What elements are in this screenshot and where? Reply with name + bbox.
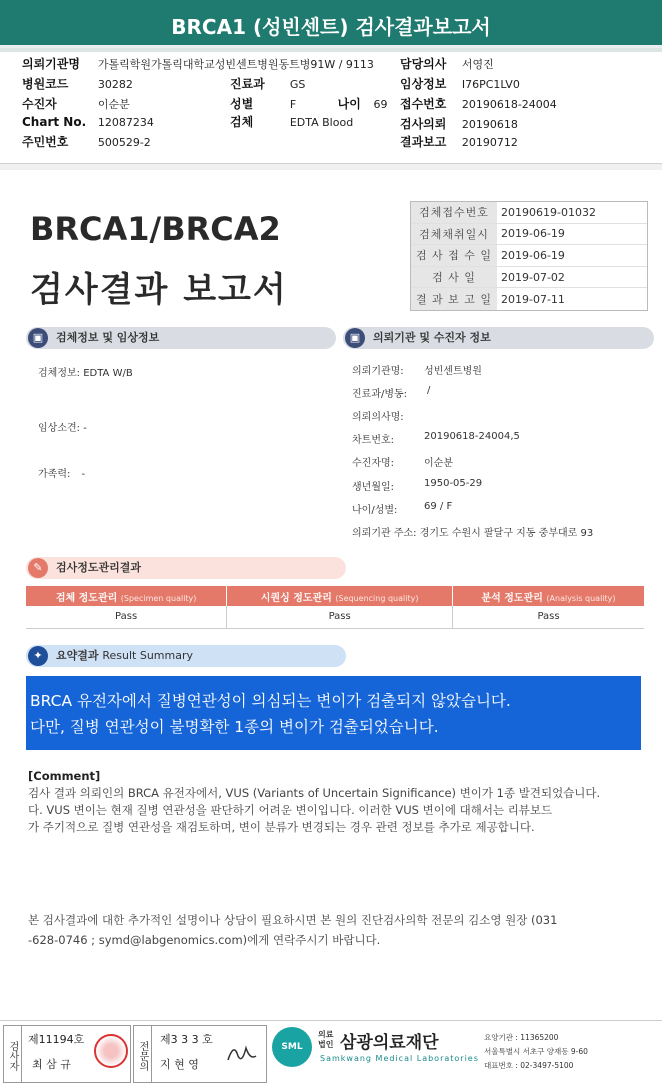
request-row-clinical: 임상정보 I76PC1LV0 xyxy=(400,77,520,91)
summary-line: BRCA 유전자에서 질병연관성이 의심되는 변이가 검출되지 않았습니다. xyxy=(30,692,511,710)
institution-field: 수진자명: 이순분 xyxy=(352,458,453,469)
contact-line: 본 검사결과에 대한 추가적인 설명이나 상담이 필요하시면 본 원의 진단검사의학 전문의 김소영 원장 (031 xyxy=(28,913,558,927)
foundation-english-name: Samkwang Medical Laboratories xyxy=(320,1054,479,1063)
request-row-request-date: 검사의뢰 20190618 xyxy=(400,117,518,131)
date-row: 검체채취일시 2019-06-19 xyxy=(411,224,647,246)
request-row-sex: 성별 F 나이 69 xyxy=(230,97,388,111)
specimen-section-header: ▣ 검체정보 및 임상정보 xyxy=(26,327,336,349)
qc-result-row xyxy=(26,606,644,628)
comment-line: 가 주기적으로 질병 연관성을 재검토하며, 변이 분류가 변경되는 경우 관련 정보를 추가로 제공합니다. xyxy=(28,820,535,834)
qc-col-specimen: 검체 정도관리 (Specimen quality) xyxy=(26,586,227,606)
specialist-name: 지 현 영 xyxy=(160,1058,199,1071)
summary-section-header: ✦ 요약결과 Result Summary xyxy=(26,645,346,667)
institution-field: 의뢰기관명: 성빈센트병원 xyxy=(352,366,482,377)
contact-line: -628-0746 ; symd@labgenomics.com)에게 연락주시기 바랍니다. xyxy=(28,933,381,947)
comment-heading: [Comment] xyxy=(28,769,101,783)
request-row-specimen: 검체 EDTA Blood xyxy=(230,115,354,129)
request-row-doctor: 담당의사 서영진 xyxy=(400,57,494,71)
date-row: 검체접수번호 20190619-01032 xyxy=(411,202,647,224)
signature-mark xyxy=(224,1038,260,1068)
request-row-hospital-code: 병원코드 30282 xyxy=(22,77,133,91)
lock-icon: ▣ xyxy=(345,328,365,348)
request-row-patient: 수진자 이순분 xyxy=(22,97,130,111)
date-row: 검 사 일 2019-07-02 xyxy=(411,267,647,289)
institution-section-header: ▣ 의뢰기관 및 수진자 정보 xyxy=(343,327,654,349)
qc-result-cell: Pass xyxy=(26,606,227,628)
examiner-signature-box xyxy=(3,1025,131,1083)
specimen-field: 가족력: - xyxy=(38,469,86,480)
request-row-department: 진료과 GS xyxy=(230,77,306,91)
institution-field: 의뢰기관 주소: 경기도 수원시 팔달구 지동 중부대로 93 xyxy=(352,528,594,539)
report-header-bar xyxy=(0,0,662,48)
examiner-tag: 검사자 xyxy=(4,1026,22,1082)
ribbon-icon: ✦ xyxy=(28,646,48,666)
lock-icon: ▣ xyxy=(28,328,48,348)
clipboard-icon: ✎ xyxy=(28,558,48,578)
qc-col-sequencing: 시퀀싱 정도관리 (Sequencing quality) xyxy=(227,586,453,606)
header-strip xyxy=(0,48,662,52)
qc-table xyxy=(26,586,644,629)
institution-field: 나이/성별: 69 / F xyxy=(352,501,453,516)
specialist-signature-box xyxy=(133,1025,267,1083)
date-row: 결 과 보 고 일 2019-07-11 xyxy=(411,288,647,310)
specimen-field: 검체정보: EDTA W/B xyxy=(38,368,133,379)
specimen-field: 임상소견: - xyxy=(38,423,87,434)
foundation-name: 삼광의료재단 xyxy=(340,1033,439,1053)
comment-line: 검사 결과 의뢰인의 BRCA 유전자에서, VUS (Variants of Uncertain Significance) 변이가 1종 발견되었습니다. xyxy=(28,786,601,800)
qc-section-header: ✎ 검사정도관리결과 xyxy=(26,557,346,579)
qc-col-analysis: 분석 정도관리 (Analysis quality) xyxy=(453,586,644,606)
request-row-report-date: 결과보고 20190712 xyxy=(400,135,518,149)
request-row-chart: Chart No. 12087234 xyxy=(22,115,154,129)
request-row-institution: 의뢰기관명 가톨릭학원가톨릭대학교성빈센트병원동트병91W / 9113 xyxy=(22,57,374,71)
report-dates-box xyxy=(410,201,648,311)
report-title-line2: 검사결과 보고서 xyxy=(30,270,288,310)
institution-field: 차트번호: 20190618-24004,5 xyxy=(352,431,520,446)
examiner-number: 제11194호 xyxy=(28,1033,85,1046)
date-row: 검 사 접 수 일 2019-06-19 xyxy=(411,245,647,267)
qc-result-cell: Pass xyxy=(453,606,644,628)
foundation-info: 요양기관 : 11365200 서울특별시 서초구 양재동 9-60 대표번호 : 02-3497-5100 xyxy=(484,1033,588,1070)
comment-block xyxy=(28,768,654,836)
foundation-prefix: 의료 법인 xyxy=(318,1030,334,1049)
institution-field: 진료과/병동: / xyxy=(352,385,431,400)
report-title-line1: BRCA1/BRCA2 xyxy=(30,210,281,248)
request-row-resident-no: 주민번호 500529-2 xyxy=(22,135,151,149)
seal-stamp xyxy=(94,1034,128,1068)
specialist-tag: 전문의 xyxy=(134,1026,152,1082)
report-header-title: BRCA1 (성빈센트) 검사결과보고서 xyxy=(171,15,491,39)
institution-field: 의뢰의사명: xyxy=(352,412,404,423)
contact-block xyxy=(28,910,654,950)
sml-logo: SML xyxy=(272,1027,312,1067)
request-row-receipt: 접수번호 20190618-24004 xyxy=(400,97,557,111)
comment-line: 다. VUS 변이는 현재 질병 연관성을 판단하기 어려운 변이입니다. 이러한 VUS 변이에 대해서는 리뷰보드 xyxy=(28,803,553,817)
qc-result-cell: Pass xyxy=(227,606,453,628)
examiner-name: 최 삼 규 xyxy=(32,1058,71,1071)
institution-field: 생년월일: 1950-05-29 xyxy=(352,478,483,493)
result-summary-box xyxy=(26,676,641,750)
section-divider xyxy=(0,163,662,170)
qc-header-row xyxy=(26,586,644,606)
specialist-number: 제3 3 3 호 xyxy=(160,1033,213,1046)
summary-line: 다만, 질병 연관성이 불명확한 1종의 변이가 검출되었습니다. xyxy=(30,718,439,736)
